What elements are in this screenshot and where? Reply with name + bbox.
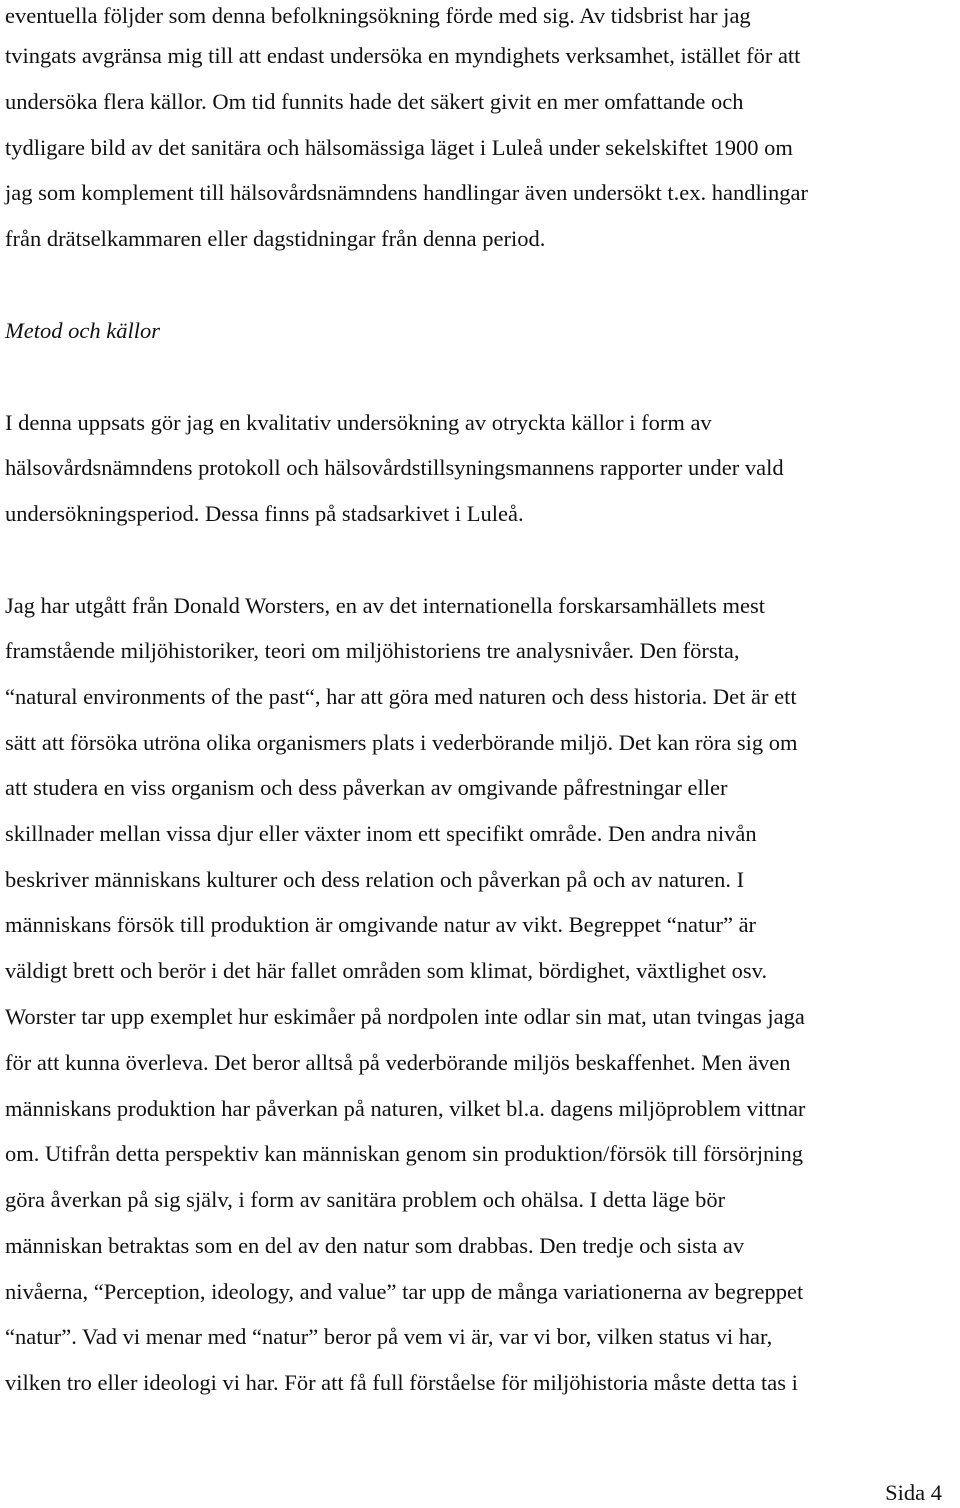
text-line: hälsovårdsnämndens protokoll och hälsovårdstillsyningsmannens rapporter under vald (5, 455, 784, 480)
text-line: Jag har utgått från Donald Worsters, en av det internationella forskarsamhällets mest (5, 593, 766, 618)
text-line: eventuella följder som denna befolkningsökning förde med sig. Av tidsbrist har jag (5, 3, 751, 28)
text-line: att studera en viss organism och dess påverkan av omgivande påfrestningar eller (5, 775, 728, 800)
text-line: jag som komplement till hälsovårdsnämndens handlingar även undersökt t.ex. handlingar (5, 180, 808, 205)
page-number: Sida 4 (885, 1480, 942, 1505)
text-line: vilken tro eller ideologi vi har. För att få full förståelse för miljöhistoria måste detta tas i (5, 1370, 798, 1395)
text-line: väldigt brett och berör i det här fallet områden som klimat, bördighet, växtlighet osv. (5, 958, 768, 983)
text-line: människan betraktas som en del av den natur som drabbas. Den tredje och sista av (5, 1233, 745, 1258)
text-line: “natur”. Vad vi menar med “natur” beror på vem vi är, var vi bor, vilken status vi har, (5, 1324, 773, 1349)
text-line: skillnader mellan vissa djur eller växter inom ett specifikt område. Den andra nivån (5, 821, 757, 846)
section-heading: Metod och källor (5, 318, 160, 343)
text-line: sätt att försöka utröna olika organismers plats i vederbörande miljö. Det kan röra sig om (5, 730, 798, 755)
text-line: göra åverkan på sig själv, i form av sanitära problem och ohälsa. I detta läge bör (5, 1187, 726, 1212)
text-line: “natural environments of the past“, har att göra med naturen och dess historia. Det är ett (5, 684, 797, 709)
text-line: om. Utifrån detta perspektiv kan människan genom sin produktion/försök till försörjning (5, 1141, 803, 1166)
text-line: för att kunna överleva. Det beror alltså på vederbörande miljös beskaffenhet. Men även (5, 1050, 791, 1075)
text-line: tvingats avgränsa mig till att endast undersöka en myndighets verksamhet, istället för att (5, 43, 801, 68)
text-line: tydligare bild av det sanitära och hälsomässiga läget i Luleå under sekelskiftet 1900 om (5, 135, 793, 160)
text-line: beskriver människans kulturer och dess relation och påverkan på och av naturen. I (5, 867, 745, 892)
text-line: människans produktion har påverkan på naturen, vilket bl.a. dagens miljöproblem vittnar (5, 1096, 806, 1121)
text-line: undersöka flera källor. Om tid funnits hade det säkert givit en mer omfattande och (5, 89, 744, 114)
text-line: framstående miljöhistoriker, teori om miljöhistoriens tre analysnivåer. Den första, (5, 638, 740, 663)
text-line: människans försök till produktion är omgivande natur av vikt. Begreppet “natur” är (5, 912, 757, 937)
text-line: undersökningsperiod. Dessa finns på stadsarkivet i Luleå. (5, 501, 524, 526)
text-line: I denna uppsats gör jag en kvalitativ undersökning av otryckta källor i form av (5, 410, 712, 435)
text-line: Worster tar upp exemplet hur eskimåer på nordpolen inte odlar sin mat, utan tvingas jaga (5, 1004, 805, 1029)
text-line: nivåerna, “Perception, ideology, and value” tar upp de många variationerna av begreppet (5, 1279, 804, 1304)
text-line: från drätselkammaren eller dagstidningar från denna period. (5, 226, 546, 251)
